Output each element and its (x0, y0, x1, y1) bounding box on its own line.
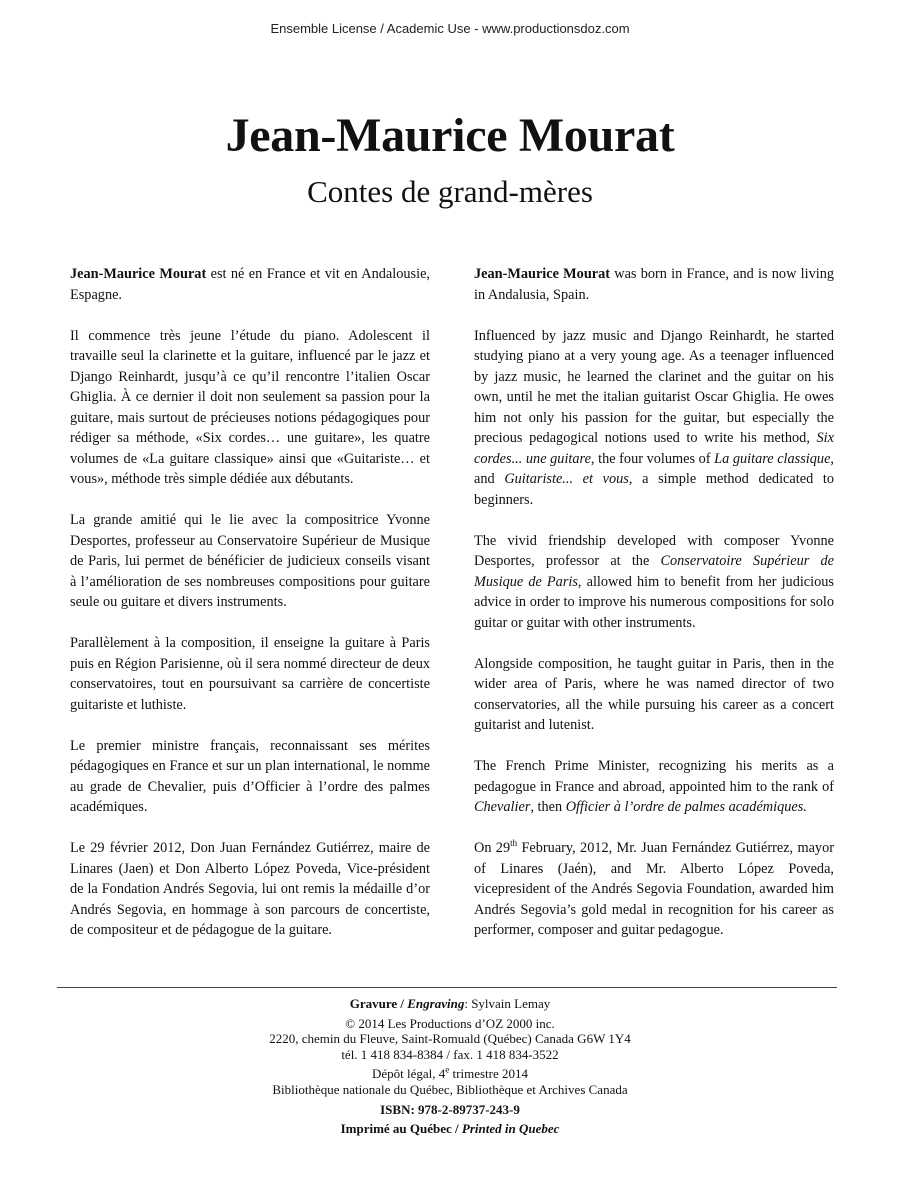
divider-rule (57, 987, 837, 988)
en-paragraph-2: Influenced by jazz music and Django Reinhardt, he started studying piano at a very young age. As a teenager influenced by jazz music, he learned the clarinet and the guitar on his own, until he met the italian guitarist Oscar Ghiglia. He owes him not only his passion for the guitar, but especially the precious pedagogical notions used to write his method, Six cordes... une guitare, the four volumes of La guitare classique, and Guitariste... et vous, a simple method dedicated to beginners. (474, 327, 834, 508)
fr-paragraph-5: Le premier ministre français, reconnaissant ses mérites pédagogiques en France et sur un plan international, le nomme au grade de Chevalier, puis d’Officier à l’ordre des palmes académiques. (70, 737, 430, 815)
en-paragraph-6: On 29th February, 2012, Mr. Juan Fernández Gutiérrez, mayor of Linares (Jaén), and Mr. Alberto López Poveda, vicepresident of the Andrés Segovia Foundation, awarded him Andrés Segovia’s gold medal in recognition for his career as performer, composer and guitar pedagogue. (474, 838, 834, 938)
engraving-credit: Gravure / Engraving: Sylvain Lemay (349, 996, 551, 1011)
printed-in: Imprimé au Québec / Printed in Quebec (340, 1121, 560, 1137)
en-paragraph-1: Jean-Maurice Mourat was born in France, and is now living in Andalusia, Spain. (474, 266, 834, 303)
fr-paragraph-6: Le 29 février 2012, Don Juan Fernández Gutiérrez, maire de Linares (Jaen) et Don Alberto López Poveda, Vice-président de la Fondation Andrés Segovia, lui ont remis la médaille d’or Andrés Segovia, en hommage à son parcours de concertiste, de compositeur et de pédagogue de la guitare. (70, 840, 430, 938)
english-biography (474, 264, 834, 961)
fr-paragraph-1: Jean-Maurice Mourat est né en France et vit en Andalousie, Espagne. (70, 266, 430, 303)
libraries-line: Bibliothèque nationale du Québec, Bibliothèque et Archives Canada (272, 1081, 628, 1097)
legal-deposit: Dépôt légal, 4e trimestre 2014 (371, 1065, 528, 1082)
french-biography (70, 264, 430, 961)
composer-title: Jean-Maurice Mourat (225, 109, 675, 162)
license-header: Ensemble License / Academic Use - www.productionsdoz.com (270, 21, 630, 36)
copyright-line: © 2014 Les Productions d’OZ 2000 inc. (345, 1015, 555, 1031)
en-paragraph-5: The French Prime Minister, recognizing his merits as a pedagogue in France and abroad, appointed him to the rank of Chevalier, then Officier à l’ordre de palmes académiques. (474, 758, 834, 815)
fr-paragraph-3: La grande amitié qui le lie avec la compositrice Yvonne Desportes, professeur au Conservatoire Supérieur de Musique de Paris, lui permet de bénéficier de judicieux conseils visant à l’amélioration de ses nombreuses compositions pour guitare seule ou guitare et divers instruments. (70, 512, 430, 610)
en-paragraph-4: Alongside composition, he taught guitar in Paris, then in the wider area of Paris, where he was named director of two conservatories, all the while pursuing his career as a concert guitarist and lutenist. (474, 655, 834, 733)
publisher-phone: tél. 1 418 834-8384 / fax. 1 418 834-3522 (341, 1046, 559, 1062)
publisher-address: 2220, chemin du Fleuve, Saint-Romuald (Québec) Canada G6W 1Y4 (269, 1031, 631, 1047)
colophon (0, 996, 900, 1137)
fr-paragraph-4: Parallèlement à la composition, il enseigne la guitare à Paris puis en Région Parisienne, où il sera nommé directeur de deux conservatoires, tout en poursuivant sa carrière de concertiste guitariste et luthiste. (70, 635, 430, 713)
fr-composer-name: Jean-Maurice Mourat (70, 266, 207, 282)
en-paragraph-3: The vivid friendship developed with composer Yvonne Desportes, professor at the Conservatoire Supérieur de Musique de Paris, allowed him to benefit from her judicious advice in order to improve his numerous compositions for solo guitar or guitar with other instruments. (474, 532, 834, 631)
work-subtitle: Contes de grand-mères (307, 174, 593, 209)
en-composer-name: Jean-Maurice Mourat (474, 266, 611, 282)
isbn: ISBN: 978-2-89737-243-9 (380, 1101, 520, 1117)
fr-paragraph-2: Il commence très jeune l’étude du piano. Adolescent il travaille seul la clarinette et la guitare, influencé par le jazz et Django Reinhardt, jusqu’à ce qu’il rencontre l’italien Oscar Ghiglia. À ce dernier il doit non seulement sa passion pour la guitare, mais surtout de précieuses notions pédagogiques pour rédiger sa méthode, «Six cordes… une guitare», les quatre volumes de «La guitare classique» ainsi que «Guitariste… et vous», méthode très simple dédiée aux débutants. (70, 327, 430, 487)
